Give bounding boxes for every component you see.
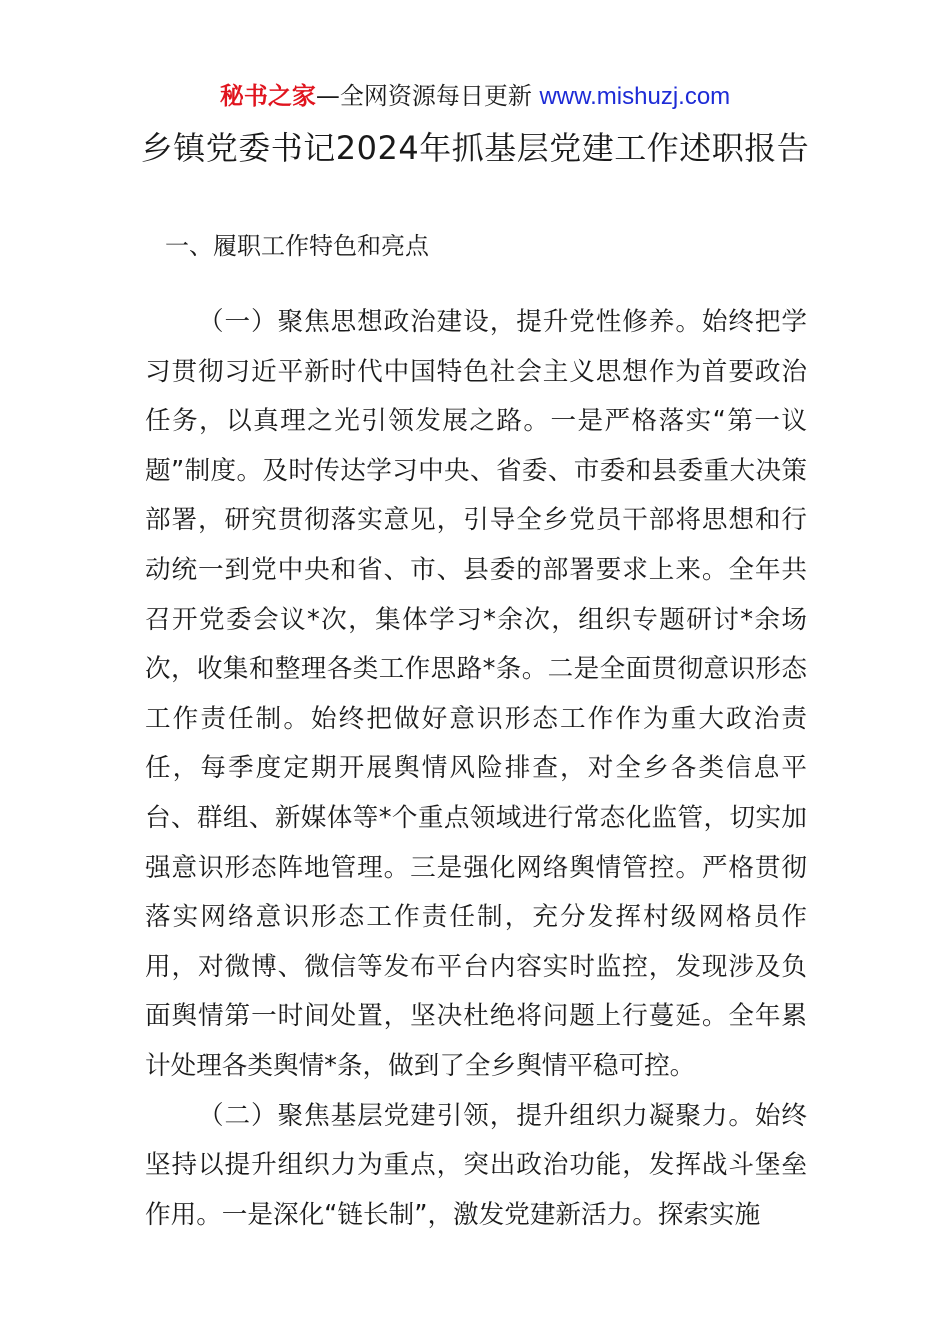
body-paragraph: （二）聚焦基层党建引领，提升组织力凝聚力。始终坚持以提升组织力为重点，突出政治功能，发挥战斗堡垒作用。一是深化“链长制”，激发党建新活力。探索实施	[145, 1100, 807, 1230]
document-body	[145, 226, 807, 1240]
body-paragraph: （一）聚焦思想政治建设，提升党性修养。始终把学习贯彻习近平新时代中国特色社会主义思想作为首要政治任务，以真理之光引领发展之路。一是严格落实“第一议题”制度。及时传达学习中央、省委、市委和县委重大决策部署，研究贯彻落实意见，引导全乡党员干部将思想和行动统一到党中央和省、市、县委的部署要求上来。全年共召开党委会议*次，集体学习*余次，组织专题研讨*余场次，收集和整理各类工作思路*条。二是全面贯彻意识形态工作责任制。始终把做好意识形态工作作为重大政治责任，每季度定期开展舆情风险排查，对全乡各类信息平台、群组、新媒体等*个重点领域进行常态化监管，切实加强意识形态阵地管理。三是强化网络舆情管控。严格贯彻落实网络意识形态工作责任制，充分发挥村级网格员作用，对微博、微信等发布平台内容实时监控，发现涉及负面舆情第一时间处置，坚决杜绝将问题上行蔓延。全年累计处理各类舆情*条，做到了全乡舆情平稳可控。	[145, 307, 807, 1081]
header-tagline: —全网资源每日更新	[315, 82, 540, 110]
brand-name: 秘书之家	[219, 82, 316, 110]
section-heading: 一、履职工作特色和亮点	[165, 232, 429, 260]
site-url-link[interactable]: www.mishuzj.com	[539, 83, 731, 110]
site-header	[0, 80, 950, 113]
document-title: 乡镇党委书记2024年抓基层党建工作述职报告	[140, 129, 810, 167]
